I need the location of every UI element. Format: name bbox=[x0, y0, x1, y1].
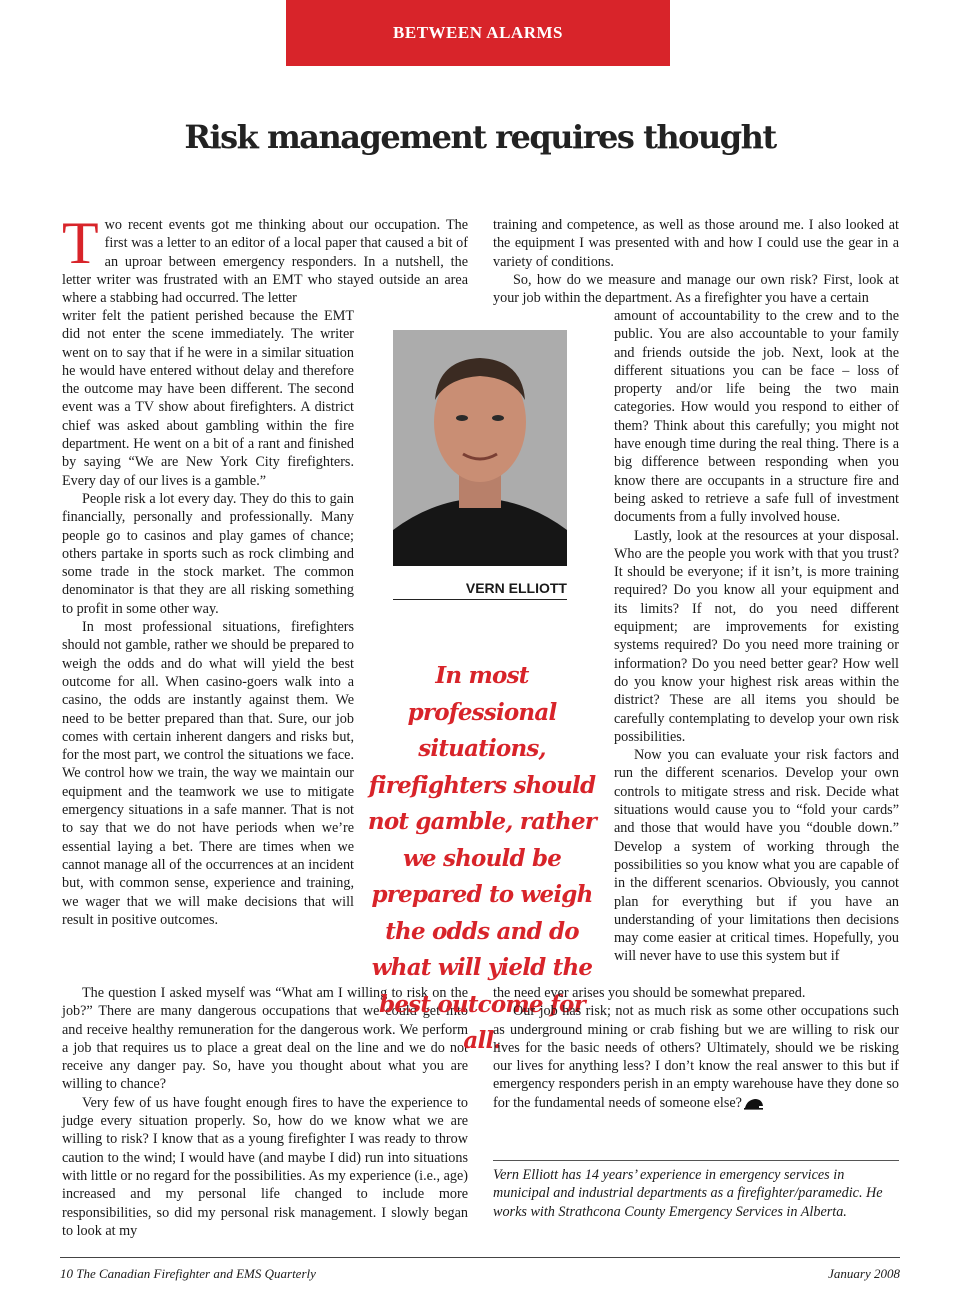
paragraph: Very few of us have fought enough fires to have the experience to judge every situation properly. So, how do we know what we are willing to risk? I know that as a young firefighter I was ready to throw caution to the wind; I would have (and maybe I did) run into situations with little or no regard for the possibilities. As my experience (i.e., age) increased and my personal life changed to include more responsibilities, so did my personal risk management. I slowly began to look at my bbox=[62, 1094, 468, 1239]
col2-top bbox=[493, 216, 899, 307]
bio-divider bbox=[493, 1160, 899, 1161]
paragraph: The question I asked myself was “What am I willing to risk on the job?” There are many dangerous occupations that we could get into and receive healthy remuneration for the dangerous work. We perform a job that requires us to place a great deal on the line and we do not receive any danger pay. So, have you thought about what you are willing to chance? bbox=[62, 985, 468, 1093]
closing-text: Our job has risk; not as much risk as some other occupations such as underground mining or crab fishing but we are willing to risk our lives for the basic needs of others? Ultimately, should we be risking our lives for anything less? I don’t know the real answer to this but if emergency responders perish in an empty warehouse have they done so for the fundamental needs of someone else? bbox=[493, 1003, 899, 1111]
section-tab: BETWEEN ALARMS bbox=[286, 0, 670, 66]
col1-mid bbox=[62, 307, 354, 929]
paragraph: So, how do we measure and manage our own risk? First, look at your job within the department. As a firefighter you have a certain bbox=[493, 271, 899, 307]
intro-paragraph bbox=[62, 210, 468, 307]
paragraph: Now you can evaluate your risk factors and run the different scenarios. Develop your own controls to mitigate stress and risk. Decide what situations would cause you to “fold your cards” and those that would have you “double down.” Develop a system of working through the possibilities so you know what you are capable of in the different scenarios. Obviously, you cannot plan for everything but if you have an understanding of your limitations then decisions may come easier at critical times. Hopefully, you will never have to use this system but if bbox=[614, 747, 899, 965]
col2-bottom bbox=[493, 984, 899, 1112]
paragraph: People risk a lot every day. They do this to gain financially, personally and professionally. Many people go to casinos and play games of chance; others partake in sports such as rock climbing and some trade in the stock market. The common denominator is that they are all risking something to profit in some other way. bbox=[62, 490, 354, 617]
paragraph: Lastly, look at the resources at your disposal. Who are the people you work with that you trust? It should be everyone; if it isn’t, is more training required? Do you know all your equipment and its limits? If not, do you need different equipment; are improvements for existing systems required? Do you need more training or information? Do you need better gear? How well do you know your highest risk areas within the district? These are all items you should be carefully contemplating to develop your own risk possibilities. bbox=[614, 527, 899, 745]
paragraph: training and competence, as well as those around me. I also looked at the equipment I was presented with and how I could use the gear in a variety of conditions. bbox=[493, 217, 899, 270]
author-photo bbox=[393, 330, 567, 566]
drop-cap: T bbox=[62, 210, 99, 276]
article-title: Risk management requires thought bbox=[184, 118, 776, 156]
footer-publication: 10 The Canadian Firefighter and EMS Quarterly bbox=[60, 1266, 316, 1281]
paragraph bbox=[493, 1002, 899, 1112]
pull-quote: In most professional situations, firefighters should not gamble, rather we should be prepared to weigh the odds and do what will yield the best outcome for all. bbox=[367, 662, 597, 1054]
helmet-icon bbox=[744, 1098, 764, 1110]
footer-divider bbox=[60, 1257, 900, 1258]
paragraph: amount of accountability to the crew and to the public. You are also accountable to your family and friends outside the job. Next, look at the different situations you can be face – loss of property and/or life being the two main categories. How would you respond to either of them? Think about this carefully; you might not have enough time during the real thing. There is a big difference between responding when you know there are occupants in a structure fire and being asked to retrieve a safe full of investment documents from a fully involved house. bbox=[614, 308, 899, 526]
photo-caption: VERN ELLIOTT bbox=[393, 580, 567, 600]
paragraph: the need ever arises you should be somewhat prepared. bbox=[493, 985, 806, 1001]
author-bio: Vern Elliott has 14 years’ experience in emergency services in municipal and industrial departments as a firefighter/paramedic. He works with Strathcona County Emergency Services in Alberta. bbox=[493, 1167, 883, 1220]
paragraph: In most professional situations, firefighters should not gamble, rather we should be prepared to weigh the odds and do what will yield the best outcome for all. When casino-goers walk into a casino, the odds are instantly against them. We need to be better prepared than that. Sure, our job comes with certain inherent dangers and risks but, for the most part, we control the situations we face. We control how we train, the way we maintain our equipment and the teamwork we use to mitigate emergency situations in a safe manner. That is not to say that we do not have periods when we’re essential laying a bet. There are times when we cannot manage all of the occurrences at an incident but, with common sense, experience and training, we wager that we will make decisions that will result in positive outcomes. bbox=[62, 619, 354, 928]
footer-date: January 2008 bbox=[828, 1266, 900, 1281]
col2-mid bbox=[614, 307, 899, 966]
col1-top bbox=[62, 210, 468, 307]
paragraph: writer felt the patient perished because the EMT did not enter the scene immediately. The writer went on to say that if he were in a similar situation he would have entered without delay and therefore the outcome may have been different. The second event was a TV show about firefighters. A district chief was asked about gambling within the fire department. He went on a bit of a rant and finished by saying “We are New York City firefighters. Every day of our lives is a gamble.” bbox=[62, 308, 354, 489]
intro-text: wo recent events got me thinking about our occupation. The first was a letter to an editor of a local paper that caused a bit of an uproar between emergency responders. In a nutshell, the letter writer was frustrated with an EMT who stayed outside an area where a stabbing had occurred. The letter bbox=[62, 217, 468, 307]
